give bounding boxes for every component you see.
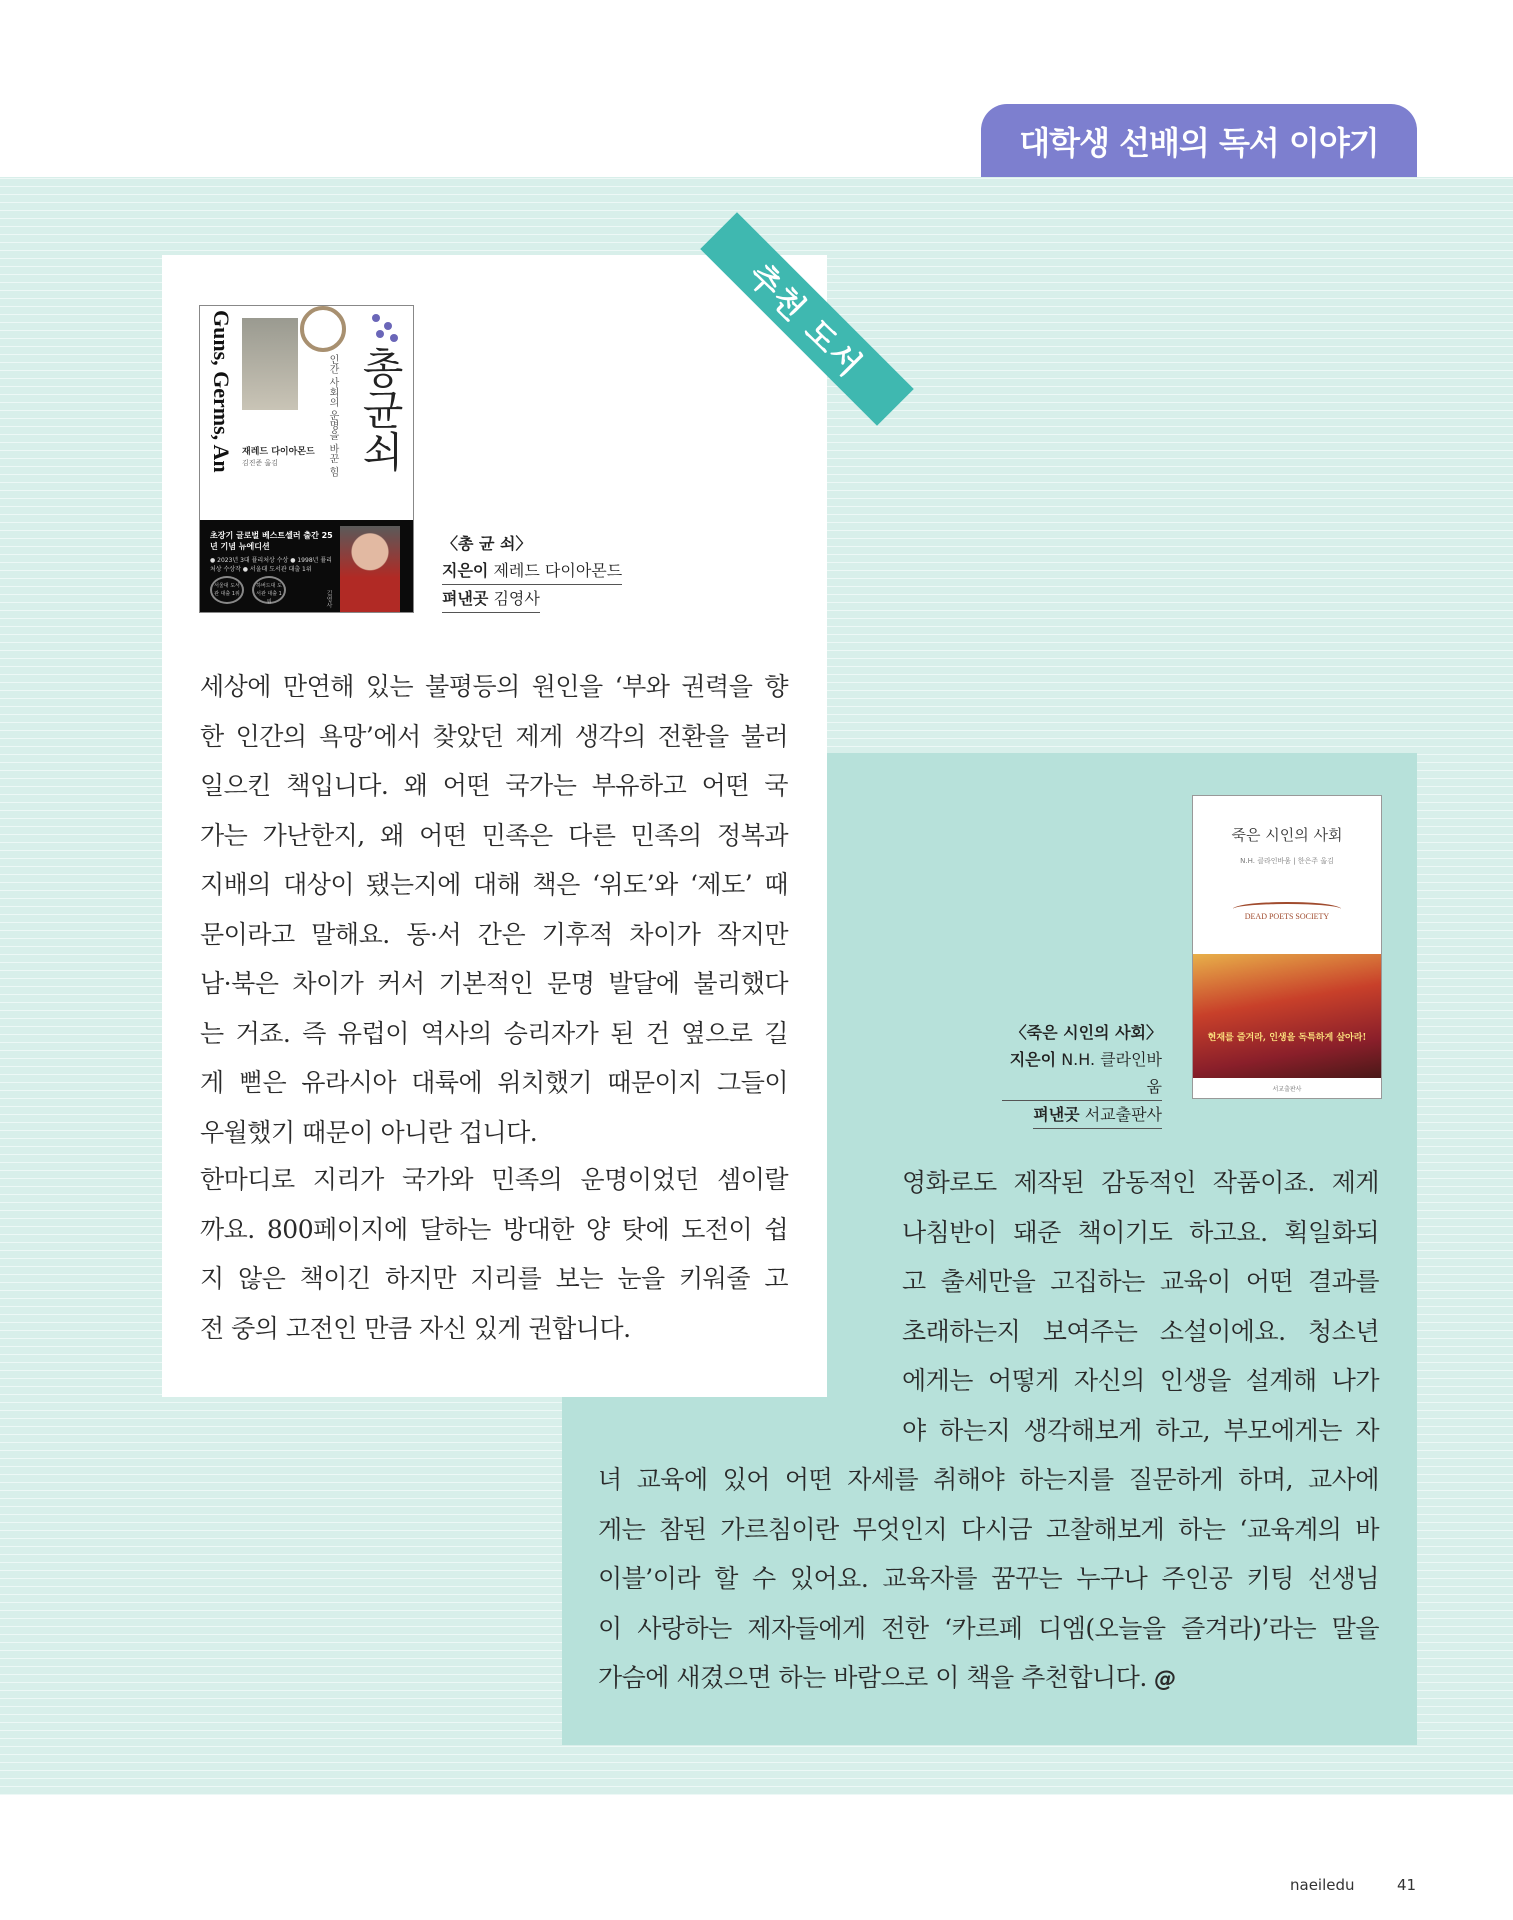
book2-publisher-row [1033, 1101, 1162, 1129]
text-line-content: 가슴에 새겼으면 하는 바람으로 이 책을 추천합니다. [598, 1663, 1147, 1692]
text-line: 한 인간의 욕망’에서 찾았던 제게 생각의 전환을 불러 [200, 721, 788, 751]
text-line: 전 중의 고전인 만큼 자신 있게 권합니다. [200, 1313, 631, 1343]
cover-title: 총균쇠 [356, 346, 405, 472]
book2-title: 〈죽은 시인의 사회〉 [1010, 1023, 1162, 1042]
cover-title: 죽은 시인의 사회 [1231, 826, 1343, 844]
badge-label: 추천 도서 [740, 255, 871, 386]
text-line: 나침반이 돼준 책이기도 하고요. 획일화되 [902, 1217, 1379, 1247]
cover-subtitle: 인간 사회의 운명을 바꾼 힘 [327, 354, 338, 477]
text-line: 가는 가난한지, 왜 어떤 민족은 다른 민족의 정복과 [200, 820, 788, 850]
author-value: N.H. 클라인바움 [1061, 1050, 1162, 1096]
cover-band-headline: 초장기 글로벌 베스트셀러 출간 25년 기념 뉴에디션 [210, 531, 333, 551]
book2-author-row [1002, 1046, 1162, 1101]
book1-author-row [442, 557, 622, 585]
book2-cover [1192, 795, 1382, 1099]
publisher-key: 펴낸곳 [1033, 1105, 1080, 1124]
text-line: 게는 참된 가르침이란 무엇인지 다시금 고찰해보게 하는 ‘교육계의 바 [598, 1514, 1379, 1544]
cover-tagline: 현재를 즐겨라, 인생을 독특하게 살아라! [1207, 1033, 1367, 1043]
text-line: 지 않은 책이긴 하지만 지리를 보는 눈을 키워줄 고 [200, 1264, 788, 1293]
book1-caption [442, 530, 622, 613]
book1-review-paragraph-2 [200, 1155, 788, 1353]
text-line: 야 하는지 생각해보게 하고, 부모에게는 자 [902, 1415, 1379, 1445]
text-line: 초래하는지 보여주는 소설이에요. 청소년 [902, 1316, 1379, 1346]
cover-photo [242, 318, 298, 410]
book2-review-narrow [902, 1158, 1379, 1455]
text-line: 세상에 만연해 있는 불평등의 원인을 ‘부와 권력을 향 [200, 672, 788, 701]
text-line: 는 거죠. 즉 유럽이 역사의 승리자가 된 건 옆으로 길 [200, 1018, 788, 1048]
text-line: 이블’이라 할 수 있어요. 교육자를 꿈꾸는 누구나 주인공 키팅 선생님 [598, 1564, 1379, 1593]
author-value: 제레드 다이아몬드 [493, 561, 623, 580]
book2-review-wide [598, 1455, 1379, 1705]
section-header-tab [981, 104, 1417, 177]
section-title: 대학생 선배의 독서 이야기 [1019, 123, 1379, 162]
text-line: 영화로도 제작된 감동적인 작품이죠. 제게 [902, 1168, 1379, 1197]
publisher-value: 서교출판사 [1084, 1105, 1162, 1124]
page-number: 41 [1397, 1876, 1417, 1894]
publisher-value: 김영사 [493, 589, 540, 608]
laurel-badge: 서울대 도서관 대출 1위 [210, 576, 244, 604]
author-key: 지은이 [442, 561, 489, 580]
book1-title: 〈총 균 쇠〉 [442, 534, 532, 553]
text-line: 게 뻗은 유라시아 대륙에 위치했기 때문이지 그들이 [200, 1068, 788, 1097]
end-mark-icon: @ [1154, 1667, 1176, 1692]
cover-subtitle: N.H. 클라인바움 | 한은주 옮김 [1240, 857, 1334, 865]
text-line: 한마디로 지리가 국가와 민족의 운명이었던 셈이랄 [200, 1165, 788, 1194]
text-line: 녀 교육에 있어 어떤 자세를 취해야 하는지를 질문하게 하며, 교사에 [598, 1465, 1379, 1494]
cover-english-title: Guns, Germs, An [209, 310, 234, 473]
text-line [598, 1653, 1379, 1705]
text-line: 까요. 800페이지에 달하는 방대한 양 탓에 도전이 쉽 [200, 1214, 788, 1244]
cover-author: 재레드 다이아몬드 [242, 447, 315, 457]
publisher-key: 펴낸곳 [442, 589, 489, 608]
text-line: 남·북은 차이가 커서 기본적인 문명 발달에 불리했다 [200, 969, 788, 998]
wheel-illustration [300, 306, 346, 352]
cover-translator: 김진준 옮김 [242, 459, 279, 467]
book2-caption [1002, 1019, 1162, 1129]
cover-english-title: DEAD POETS SOCIETY [1244, 912, 1330, 921]
book1-cover [199, 305, 414, 613]
cover-publisher: 서교출판사 [1272, 1086, 1302, 1093]
text-line: 일으킨 책입니다. 왜 어떤 국가는 부유하고 어떤 국 [200, 771, 788, 800]
author-key: 지은이 [1009, 1050, 1057, 1069]
cover-band-points: ● 2023년 3대 퓰리처상 수상 ● 1998년 퓰리처상 수상작 ● 서울대 도서관 대출 1위 [210, 557, 332, 573]
text-line: 고 출세만을 고집하는 교육이 어떤 결과를 [902, 1267, 1379, 1296]
book1-publisher-row [442, 585, 540, 613]
author-portrait [340, 526, 400, 612]
cover-photo [1193, 954, 1381, 1078]
text-line: 에게는 어떻게 자신의 인생을 설계해 나가 [902, 1366, 1379, 1395]
cover-bottom-band [200, 520, 413, 612]
cover-publisher: 김영사 [325, 590, 332, 608]
text-line: 지배의 대상이 됐는지에 대해 책은 ‘위도’와 ‘제도’ 때 [200, 870, 788, 899]
laurel-badge: 하버드대 도서관 대출 1위 [252, 576, 286, 604]
text-line: 문이라고 말해요. 동·서 간은 기후적 차이가 작지만 [200, 919, 788, 949]
text-line: 우월했기 때문이 아니란 겁니다. [200, 1117, 538, 1147]
book1-review-paragraph-1 [200, 662, 788, 1157]
text-line: 이 사랑하는 제자들에게 전한 ‘카르페 디엠(오늘을 즐겨라)’라는 말을 [598, 1613, 1379, 1643]
footer-brand: naeiledu [1290, 1876, 1355, 1894]
